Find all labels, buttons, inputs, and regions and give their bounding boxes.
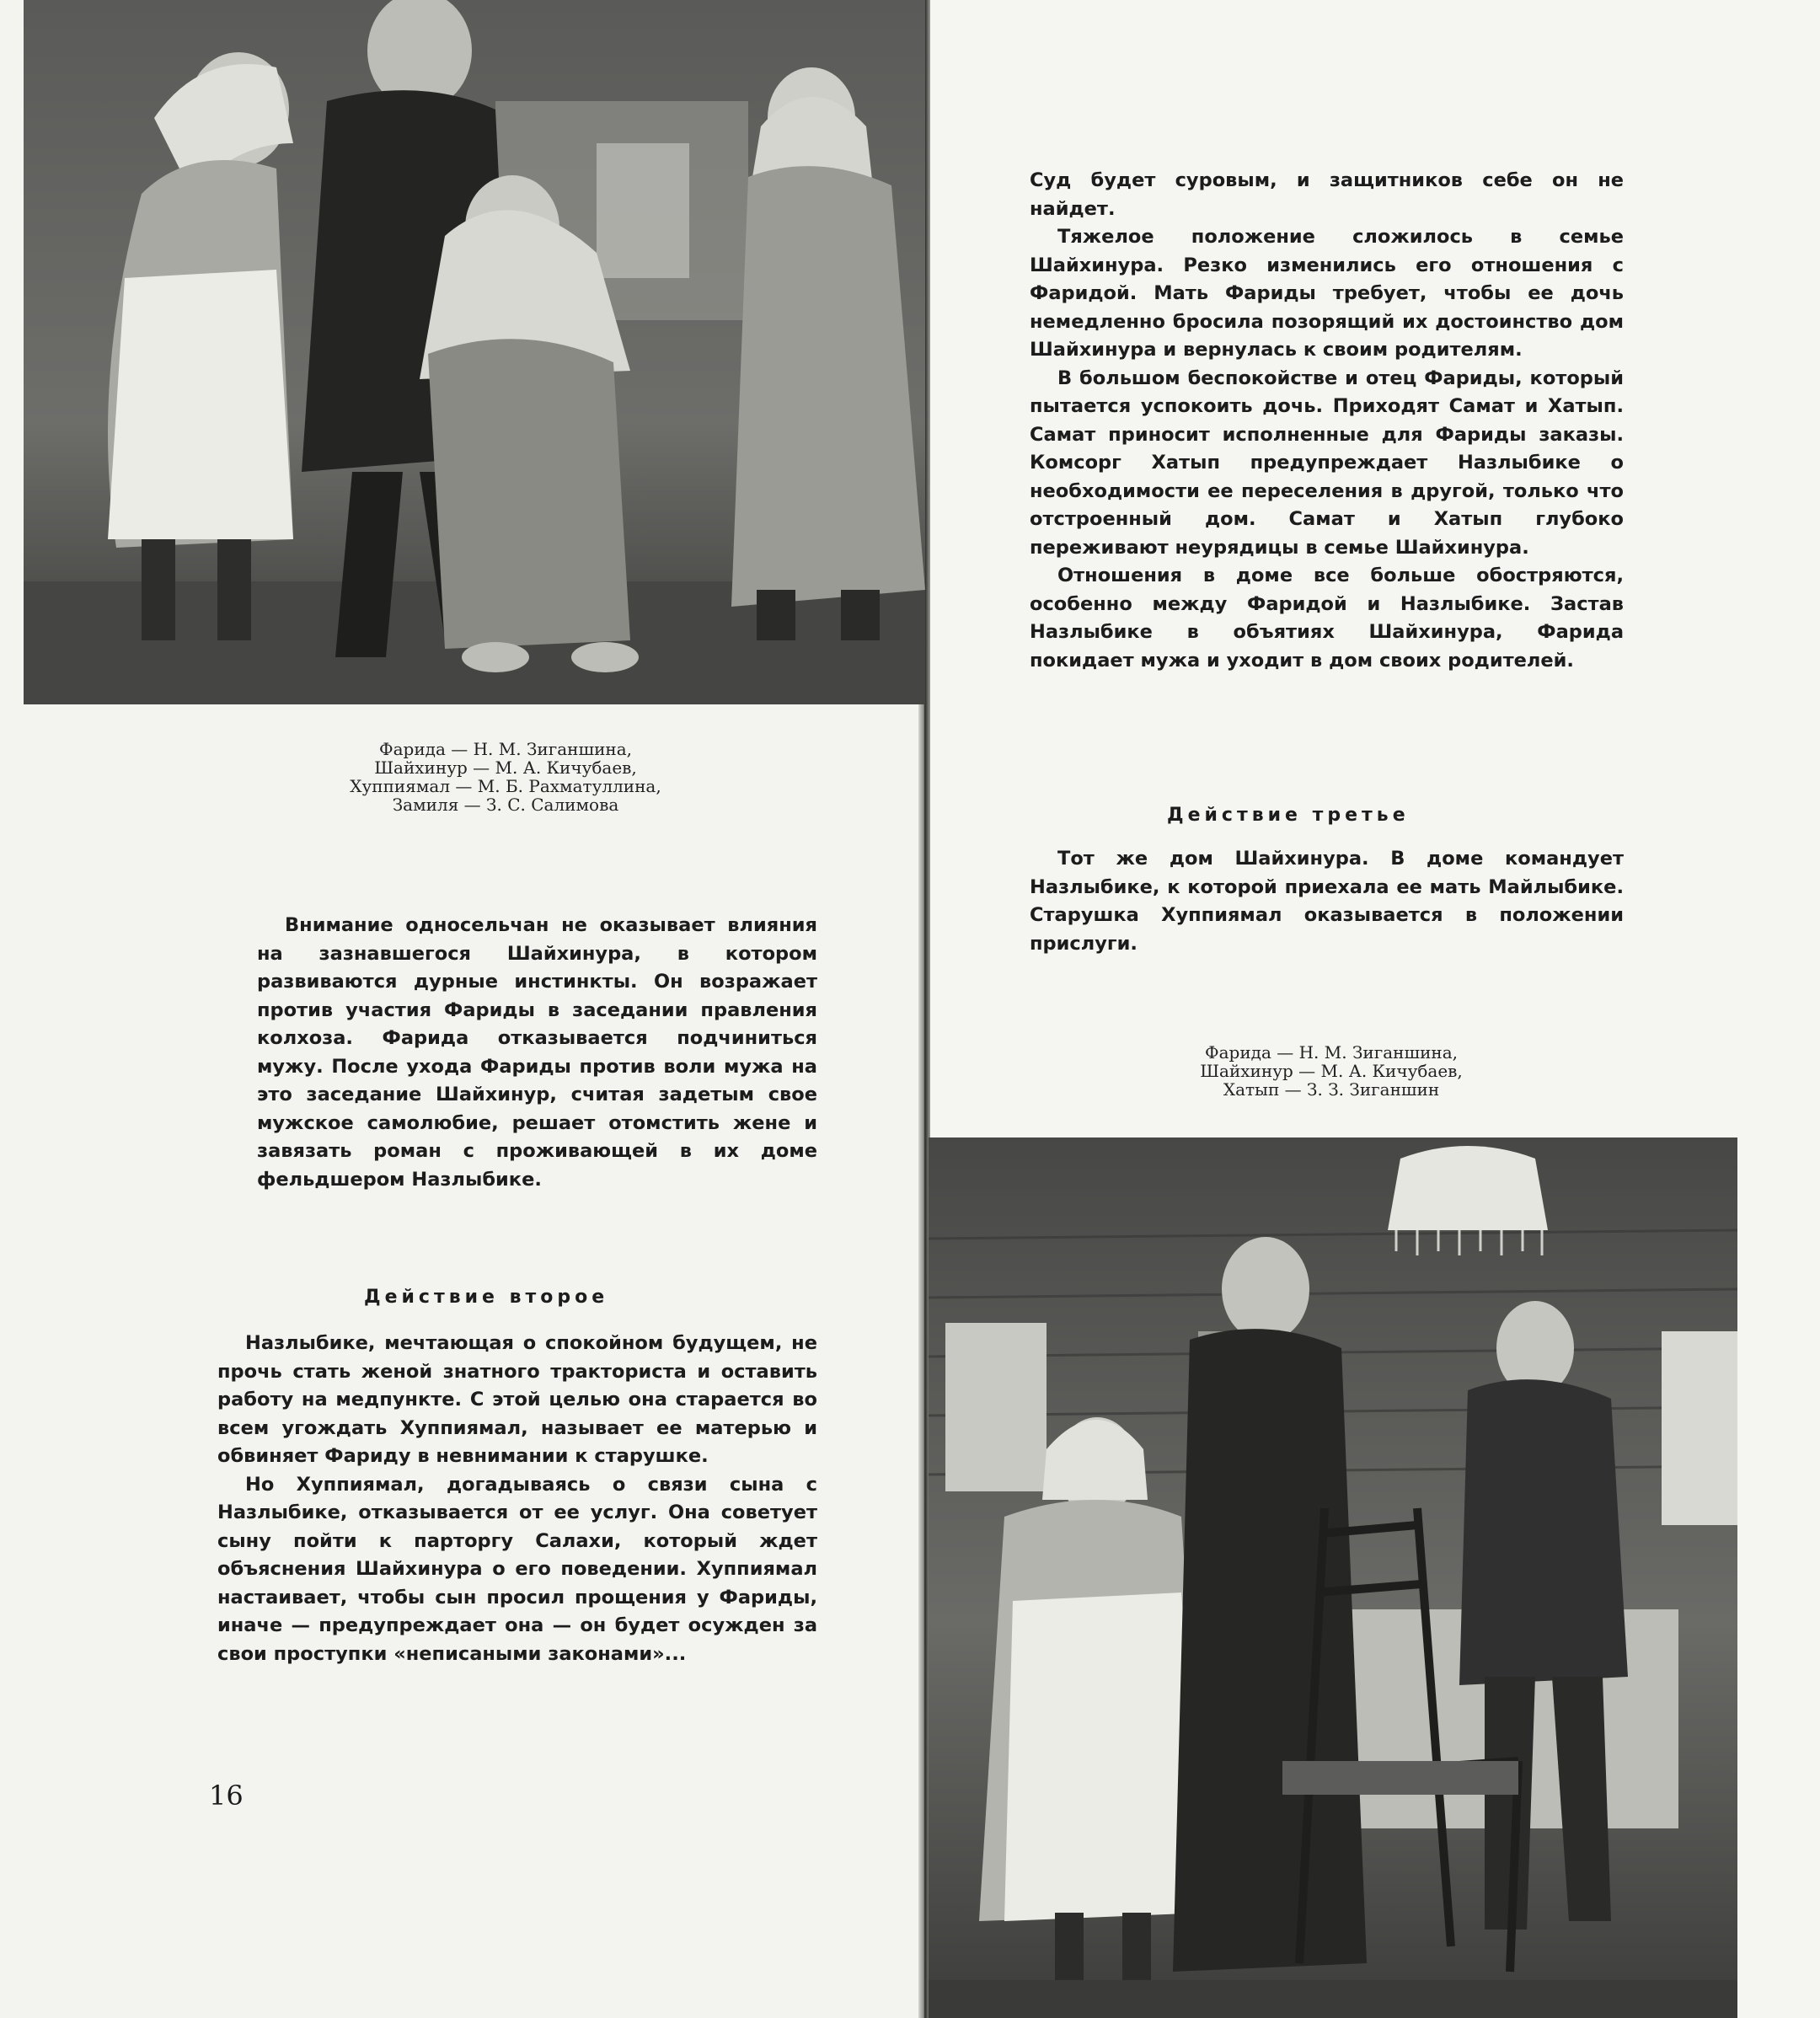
stage-photo-bottom-image: [929, 1137, 1737, 2018]
caption-line: Фарида — Н. М. Зиганшина,: [378, 739, 633, 759]
caption-line: Хуппиямал — М. Б. Рахматуллина,: [350, 776, 661, 796]
paragraph: Но Хуппиямал, догадываясь о связи сына с Назлыбике, отказывается от ее услуг. Она советует сыну пойти к парторгу Салахи, который ждет объяснения Шайхинура о его поведении. Хуппиямал настаивает, чтобы сын просил прощения у Фариды, иначе — предупреждает она — он будет осужден за свои проступки «неписаными законами»...: [217, 1473, 817, 1665]
paragraph: В большом беспокойстве и отец Фариды, который пытается успокоить дочь. Приходят Самат и Хатып. Самат приносит исполненные для Фариды заказы. Комсорг Хатып предупреждает Назлыбике о необходимости ее переселения в другой, только что отстроенный дом. Самат и Хатып глубоко переживают неурядицы в семье Шайхинура.: [1030, 367, 1624, 559]
caption-line: Шайхинур — М. А. Кичубаев,: [1200, 1061, 1463, 1081]
stage-photo-top: [24, 0, 925, 704]
caption-line: Шайхинур — М. А. Кичубаев,: [374, 757, 637, 778]
paragraph: Назлыбике, мечтающая о спокойном будущем, не прочь стать женой знатного тракториста и оставить работу на медпункте. С этой целью она старается во всем угождать Хуппиямал, называет ее матерью и обвиняет Фариду в невнимании к старушке.: [217, 1332, 817, 1467]
act-two-heading: Действие второе: [364, 1287, 609, 1308]
act-three-heading: Действие третье: [1167, 805, 1410, 826]
photo-bottom-caption: [1095, 1043, 1567, 1099]
paragraph: Тот же дом Шайхинура. В доме командует Назлыбике, к которой приехала ее мать Майлыбике. Старушка Хуппиямал оказывается в положении прислуги.: [1030, 848, 1624, 955]
paragraph: Отношения в доме все больше обостряются, особенно между Фаридой и Назлыбике. Застав Назлыбике в объятиях Шайхинура, Фарида покидает мужа и уходит в дом своих родителей.: [1030, 565, 1624, 672]
paragraph: Суд будет суровым, и защитников себе он не найдет.: [1030, 169, 1624, 220]
paragraph: Внимание односельчан не оказывает влияния на зазнавшегося Шайхинура, в котором развиваются дурные инстинкты. Он возражает против участия Фариды в заседании правления колхоза. Фарида отказывается подчиниться мужу. После ухода Фариды против воли мужа на это заседание Шайхинур, считая задетым свое мужское самолюбие, решает отомстить жене и завязать роман с проживающей в их доме фельдшером Назлыбике.: [257, 914, 817, 1191]
left-text-block: [257, 912, 817, 1194]
paragraph: Тяжелое положение сложилось в семье Шайхинура. Резко изменились его отношения с Фаридой. Мать Фариды требует, чтобы ее дочь немедленно бросила позорящий их достоинство дом Шайхинура и вернулась к своим родителям.: [1030, 226, 1624, 361]
page-number: 16: [209, 1780, 244, 1812]
right-text-block: [1030, 167, 1624, 675]
act-three-text: [1030, 845, 1624, 958]
caption-line: Хатып — З. З. Зиганшин: [1223, 1079, 1440, 1100]
caption-line: Замиля — З. С. Салимова: [392, 795, 619, 815]
act-two-text: [217, 1330, 817, 1668]
stage-photo-bottom: [929, 1137, 1737, 2018]
photo-top-caption: [270, 740, 741, 814]
stage-photo-top-image: [24, 0, 925, 704]
caption-line: Фарида — Н. М. Зиганшина,: [1204, 1042, 1459, 1063]
